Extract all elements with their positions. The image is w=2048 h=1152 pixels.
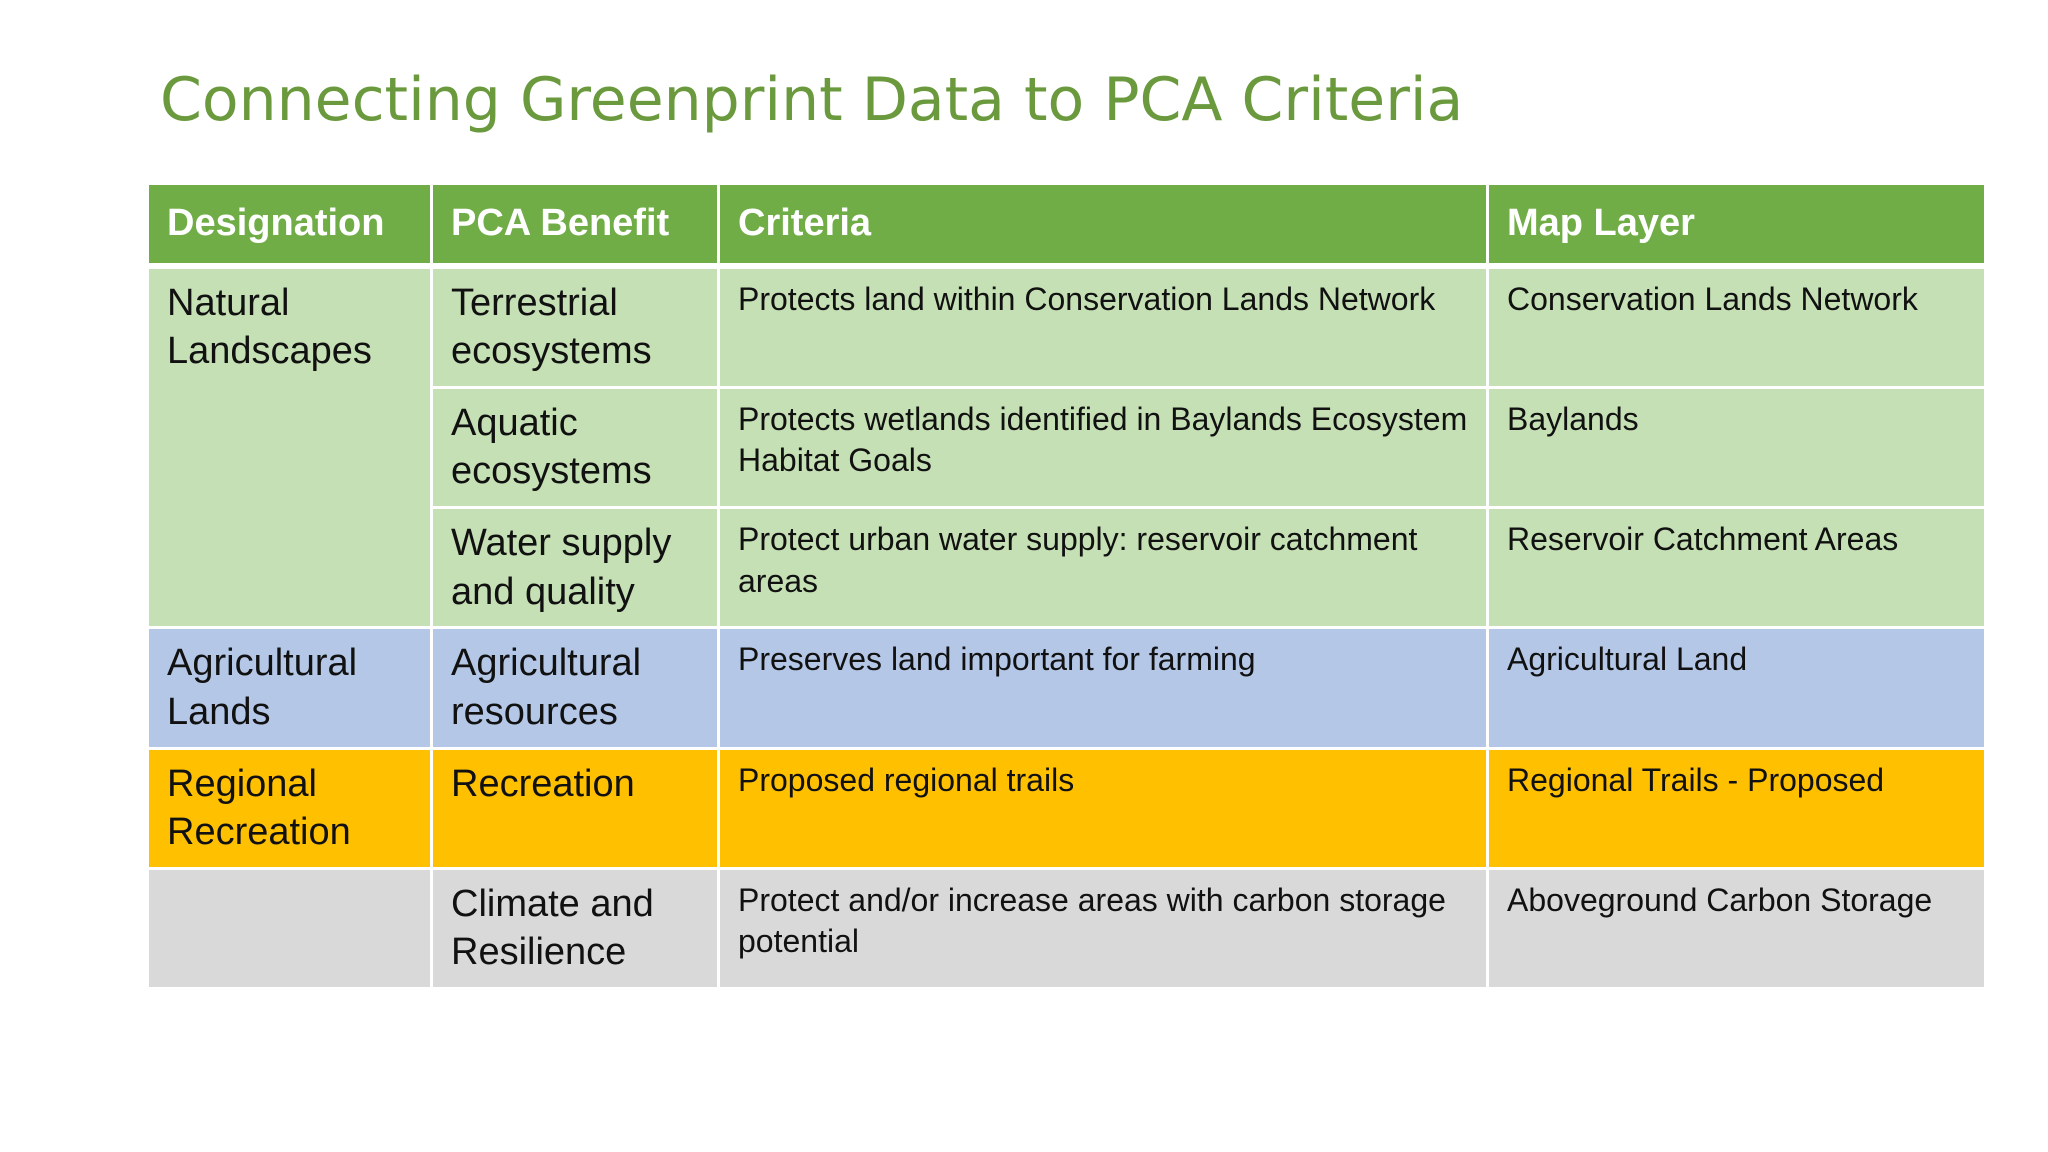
map-layer-cell: Aboveground Carbon Storage [1488,868,1986,988]
map-layer-cell: Reservoir Catchment Areas [1488,508,1986,628]
header-designation: Designation [148,184,432,266]
designation-cell: Agricultural Lands [148,628,432,748]
benefit-cell: Agricultural resources [432,628,719,748]
criteria-cell: Protects land within Conservation Lands Network [719,266,1488,388]
header-map-layer: Map Layer [1488,184,1986,266]
table-row [148,868,1986,988]
header-criteria: Criteria [719,184,1488,266]
table-row [148,628,1986,748]
table-header-row [148,184,1986,266]
map-layer-cell: Baylands [1488,387,1986,507]
map-layer-cell: Conservation Lands Network [1488,266,1986,388]
criteria-cell: Protect urban water supply: reservoir catchment areas [719,508,1488,628]
table-row [148,748,1986,868]
map-layer-cell: Regional Trails - Proposed [1488,748,1986,868]
criteria-cell: Protect and/or increase areas with carbon storage potential [719,868,1488,988]
criteria-table [146,182,1987,990]
benefit-cell: Aquatic ecosystems [432,387,719,507]
designation-cell: Regional Recreation [148,748,432,868]
benefit-cell: Climate and Resilience [432,868,719,988]
criteria-cell: Preserves land important for farming [719,628,1488,748]
header-pca-benefit: PCA Benefit [432,184,719,266]
designation-cell [148,868,432,988]
criteria-cell: Protects wetlands identified in Baylands Ecosystem Habitat Goals [719,387,1488,507]
designation-cell: Natural Landscapes [148,266,432,628]
benefit-cell: Water supply and quality [432,508,719,628]
benefit-cell: Terrestrial ecosystems [432,266,719,388]
table-row [148,266,1986,388]
benefit-cell: Recreation [432,748,719,868]
criteria-cell: Proposed regional trails [719,748,1488,868]
map-layer-cell: Agricultural Land [1488,628,1986,748]
slide-title: Connecting Greenprint Data to PCA Criteria [160,65,1464,135]
